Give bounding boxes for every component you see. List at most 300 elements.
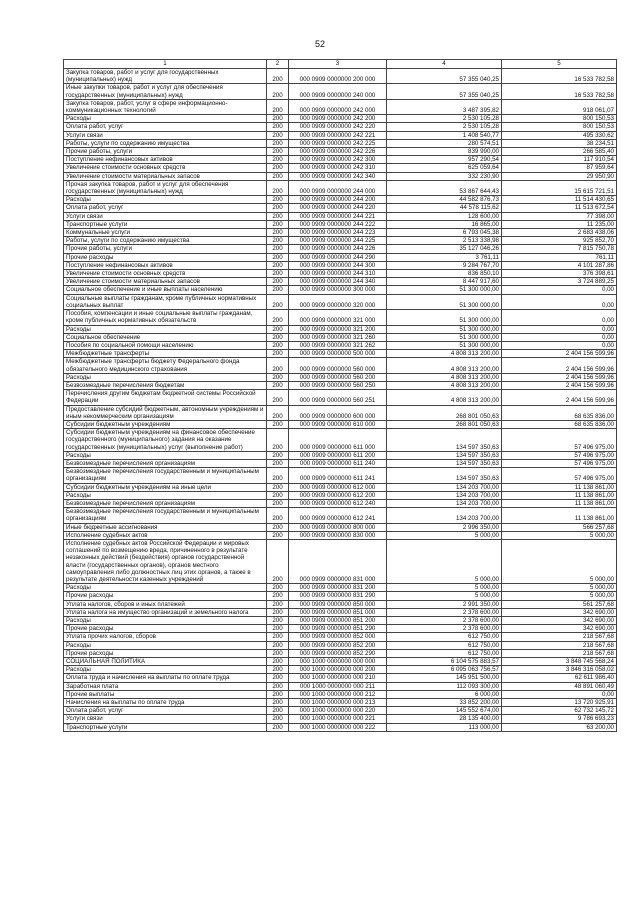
line-code: 200 (267, 278, 289, 286)
approved-amount: 4 808 313 200,00 (387, 358, 502, 373)
line-code: 200 (267, 286, 289, 294)
executed-amount: 57 496 975,00 (502, 429, 617, 452)
row-name: Межбюджетные трансферты (64, 350, 267, 358)
budget-code: 000 0909 0000000 242 226 (289, 148, 387, 156)
executed-amount: 62 732 145,72 (502, 707, 617, 715)
budget-code: 000 0909 0000000 244 340 (289, 278, 387, 286)
table-row (64, 483, 617, 491)
executed-amount: 376 398,61 (502, 270, 617, 278)
executed-amount: 2 404 156 599,96 (502, 350, 617, 358)
table-row (64, 584, 617, 592)
executed-amount: 11 514 430,65 (502, 196, 617, 204)
approved-amount: 268 801 050,63 (387, 420, 502, 428)
row-name: Прочие выплаты (64, 690, 267, 698)
line-code: 200 (267, 270, 289, 278)
line-code: 200 (267, 69, 289, 84)
approved-amount: 6 793 045,38 (387, 229, 502, 237)
row-name: Субсидии бюджетным учреждениям на иные цели (64, 483, 267, 491)
approved-amount: 9 284 767,70 (387, 261, 502, 269)
table-row (64, 592, 617, 600)
budget-code: 000 0909 0000000 244 222 (289, 220, 387, 228)
line-code: 200 (267, 229, 289, 237)
executed-amount: 918 061,07 (502, 99, 617, 114)
executed-amount: 2 404 156 599,96 (502, 358, 617, 373)
table-row (64, 641, 617, 649)
executed-amount: 11 138 861,00 (502, 483, 617, 491)
line-code: 200 (267, 633, 289, 641)
budget-code: 000 0909 0000000 610 000 (289, 420, 387, 428)
budget-code: 000 0909 0000000 242 200 (289, 115, 387, 123)
approved-amount: 128 600,00 (387, 212, 502, 220)
line-code: 200 (267, 625, 289, 633)
row-name: Субсидии бюджетным учреждениям на финансовое обеспечение государственного (муниципального) задания на оказание государственных (муниципальных) услуг (выполнение работ) (64, 429, 267, 452)
row-name: Расходы (64, 115, 267, 123)
executed-amount: 3 724 889,25 (502, 278, 617, 286)
table-row (64, 523, 617, 531)
line-code: 200 (267, 294, 289, 309)
budget-code: 000 0909 0000000 321 262 (289, 341, 387, 349)
row-name: Начисления на выплаты по оплате труда (64, 699, 267, 707)
budget-code: 000 0909 0000000 852 000 (289, 633, 387, 641)
column-number-1: 1 (64, 60, 267, 69)
row-name: Расходы (64, 196, 267, 204)
approved-amount: 134 203 700,00 (387, 508, 502, 523)
budget-code: 000 0909 0000000 321 200 (289, 325, 387, 333)
table-row (64, 123, 617, 131)
table-row (64, 617, 617, 625)
row-name: Прочие расходы (64, 625, 267, 633)
approved-amount: 51 300 000,00 (387, 294, 502, 309)
approved-amount: 145 951 500,00 (387, 674, 502, 682)
budget-code: 000 0909 0000000 600 000 (289, 405, 387, 420)
line-code: 200 (267, 172, 289, 180)
approved-amount: 51 300 000,00 (387, 286, 502, 294)
line-code: 200 (267, 131, 289, 139)
table-row (64, 682, 617, 690)
line-code: 200 (267, 523, 289, 531)
line-code: 200 (267, 261, 289, 269)
line-code: 200 (267, 237, 289, 245)
table-row (64, 699, 617, 707)
executed-amount: 218 567,68 (502, 633, 617, 641)
line-code: 200 (267, 682, 289, 690)
approved-amount: 51 300 000,00 (387, 325, 502, 333)
line-code: 200 (267, 341, 289, 349)
approved-amount: 4 808 313 200,00 (387, 390, 502, 405)
table-row (64, 405, 617, 420)
budget-code: 000 1000 0000000 000 221 (289, 715, 387, 723)
approved-amount: 6 104 575 883,57 (387, 658, 502, 666)
budget-code: 000 0909 0000000 830 000 (289, 531, 387, 539)
table-row (64, 310, 617, 325)
table-row (64, 373, 617, 381)
table-row (64, 707, 617, 715)
row-name: СОЦИАЛЬНАЯ ПОЛИТИКА (64, 658, 267, 666)
row-name: Услуги связи (64, 212, 267, 220)
budget-code: 000 0909 0000000 611 000 (289, 429, 387, 452)
row-name: Оплата работ, услуг (64, 707, 267, 715)
approved-amount: 134 597 350,63 (387, 468, 502, 483)
row-name: Уплата налогов, сборов и иных платежей (64, 600, 267, 608)
line-code: 200 (267, 333, 289, 341)
executed-amount: 11 138 861,00 (502, 491, 617, 499)
table-row (64, 139, 617, 147)
table-row (64, 204, 617, 212)
executed-amount: 0,00 (502, 690, 617, 698)
line-code: 200 (267, 99, 289, 114)
budget-code: 000 1000 0000000 000 210 (289, 674, 387, 682)
table-row (64, 531, 617, 539)
approved-amount: 16 865,00 (387, 220, 502, 228)
executed-amount: 57 496 975,00 (502, 451, 617, 459)
executed-amount: 29 950,90 (502, 172, 617, 180)
row-name: Исполнение судебных актов Российской Федерации и мировых соглашений по возмещению вреда, причиненного в результате незаконных действий (бездействия) органов государственной власти (государственных органов), органов местного самоуправления либо должностных лиц этих органов, а также в результате деятельности казенных учреждений (64, 539, 267, 583)
budget-code: 000 0909 0000000 850 000 (289, 600, 387, 608)
table-row (64, 625, 617, 633)
row-name: Социальное обеспечение (64, 333, 267, 341)
budget-code: 000 0909 0000000 612 200 (289, 491, 387, 499)
budget-code: 000 0909 0000000 244 290 (289, 253, 387, 261)
budget-code: 000 0909 0000000 242 340 (289, 172, 387, 180)
table-row (64, 270, 617, 278)
approved-amount: 134 203 700,00 (387, 491, 502, 499)
line-code: 200 (267, 373, 289, 381)
budget-code: 000 0909 0000000 500 000 (289, 350, 387, 358)
approved-amount: 5 000,00 (387, 592, 502, 600)
approved-amount: 2 378 600,00 (387, 608, 502, 616)
row-name: Исполнение судебных актов (64, 531, 267, 539)
budget-code: 000 0909 0000000 851 000 (289, 608, 387, 616)
line-code: 200 (267, 358, 289, 373)
row-name: Пособия, компенсации и иные социальные выплаты гражданам, кроме публичных нормативных обязательств (64, 310, 267, 325)
approved-amount: 2 530 105,28 (387, 123, 502, 131)
table-row (64, 690, 617, 698)
approved-amount: 2 378 600,00 (387, 625, 502, 633)
executed-amount: 117 910,54 (502, 156, 617, 164)
line-code: 200 (267, 245, 289, 253)
row-name: Субсидии бюджетным учреждениям (64, 420, 267, 428)
row-name: Прочие расходы (64, 253, 267, 261)
table-row (64, 333, 617, 341)
budget-code: 000 1000 0000000 000 000 (289, 658, 387, 666)
table-row (64, 429, 617, 452)
line-code: 200 (267, 723, 289, 731)
budget-code: 000 0909 0000000 831 200 (289, 584, 387, 592)
executed-amount: 0,00 (502, 333, 617, 341)
table-row (64, 212, 617, 220)
approved-amount: 113 000,00 (387, 723, 502, 731)
row-name: Прочие расходы (64, 649, 267, 657)
line-code: 200 (267, 608, 289, 616)
budget-code: 000 0909 0000000 611 241 (289, 468, 387, 483)
table-row (64, 539, 617, 583)
row-name: Уплата прочих налогов, сборов (64, 633, 267, 641)
line-code: 200 (267, 253, 289, 261)
row-name: Транспортные услуги (64, 723, 267, 731)
approved-amount: 2 530 105,28 (387, 115, 502, 123)
table-row (64, 172, 617, 180)
table-row (64, 350, 617, 358)
line-code: 200 (267, 468, 289, 483)
executed-amount: 63 200,00 (502, 723, 617, 731)
row-name: Увеличение стоимости основных средств (64, 164, 267, 172)
table-row (64, 156, 617, 164)
table-row (64, 84, 617, 99)
executed-amount: 342 690,00 (502, 617, 617, 625)
executed-amount: 13 720 925,91 (502, 699, 617, 707)
row-name: Иные закупки товаров, работ и услуг для обеспечения государственных (муниципальных) нужд (64, 84, 267, 99)
budget-code: 000 0909 0000000 612 240 (289, 499, 387, 507)
row-name: Увеличение стоимости основных средств (64, 270, 267, 278)
budget-code: 000 0909 0000000 242 000 (289, 99, 387, 114)
row-name: Поступление нефинансовых активов (64, 156, 267, 164)
row-name: Расходы (64, 584, 267, 592)
column-number-row (64, 60, 617, 69)
approved-amount: 612 750,00 (387, 641, 502, 649)
executed-amount: 15 615 721,51 (502, 180, 617, 195)
line-code: 200 (267, 204, 289, 212)
budget-code: 000 0909 0000000 851 200 (289, 617, 387, 625)
table-row (64, 245, 617, 253)
line-code: 200 (267, 325, 289, 333)
executed-amount: 800 150,53 (502, 115, 617, 123)
table-row (64, 674, 617, 682)
line-code: 200 (267, 115, 289, 123)
table-row (64, 180, 617, 195)
budget-code: 000 0909 0000000 851 290 (289, 625, 387, 633)
budget-code: 000 0909 0000000 611 240 (289, 459, 387, 467)
line-code: 200 (267, 220, 289, 228)
executed-amount: 342 690,00 (502, 608, 617, 616)
line-code: 200 (267, 715, 289, 723)
budget-code: 000 0909 0000000 244 221 (289, 212, 387, 220)
line-code: 200 (267, 405, 289, 420)
row-name: Услуги связи (64, 131, 267, 139)
table-row (64, 261, 617, 269)
approved-amount: 1 408 540,77 (387, 131, 502, 139)
budget-code: 000 0909 0000000 321 000 (289, 310, 387, 325)
row-name: Оплата работ, услуг (64, 123, 267, 131)
line-code: 200 (267, 123, 289, 131)
table-row (64, 220, 617, 228)
budget-code: 000 1000 0000000 000 220 (289, 707, 387, 715)
row-name: Услуги связи (64, 715, 267, 723)
line-code: 200 (267, 699, 289, 707)
row-name: Расходы (64, 641, 267, 649)
approved-amount: 612 750,00 (387, 633, 502, 641)
line-code: 200 (267, 148, 289, 156)
approved-amount: 57 355 040,25 (387, 84, 502, 99)
line-code: 200 (267, 310, 289, 325)
approved-amount: 6 000,00 (387, 690, 502, 698)
approved-amount: 3 487 395,82 (387, 99, 502, 114)
budget-code: 000 0909 0000000 560 000 (289, 358, 387, 373)
approved-amount: 44 578 115,62 (387, 204, 502, 212)
row-name: Безвозмездные перечисления бюджетам (64, 381, 267, 389)
budget-code: 000 0909 0000000 831 290 (289, 592, 387, 600)
line-code: 200 (267, 156, 289, 164)
line-code: 200 (267, 508, 289, 523)
executed-amount: 2 683 438,06 (502, 229, 617, 237)
row-name: Иные бюджетные ассигнования (64, 523, 267, 531)
executed-amount: 0,00 (502, 294, 617, 309)
line-code: 200 (267, 483, 289, 491)
row-name: Социальное обеспечение и иные выплаты населению (64, 286, 267, 294)
row-name: Расходы (64, 325, 267, 333)
table-row (64, 715, 617, 723)
line-code: 200 (267, 666, 289, 674)
budget-code: 000 0909 0000000 612 000 (289, 483, 387, 491)
budget-code: 000 0909 0000000 242 310 (289, 164, 387, 172)
executed-amount: 2 404 156 599,96 (502, 390, 617, 405)
table-row (64, 491, 617, 499)
table-row (64, 131, 617, 139)
budget-code: 000 0909 0000000 560 250 (289, 381, 387, 389)
table-row (64, 723, 617, 731)
row-name: Расходы (64, 373, 267, 381)
budget-code: 000 0909 0000000 244 200 (289, 196, 387, 204)
table-row (64, 666, 617, 674)
approved-amount: 134 597 350,63 (387, 459, 502, 467)
executed-amount: 2 404 156 599,96 (502, 381, 617, 389)
executed-amount: 57 496 975,00 (502, 468, 617, 483)
budget-code: 000 0909 0000000 560 251 (289, 390, 387, 405)
executed-amount: 0,00 (502, 286, 617, 294)
table-row (64, 325, 617, 333)
table-row (64, 294, 617, 309)
line-code: 200 (267, 196, 289, 204)
executed-amount: 761,11 (502, 253, 617, 261)
row-name: Работы, услуги по содержанию имущества (64, 237, 267, 245)
table-row (64, 164, 617, 172)
line-code: 200 (267, 690, 289, 698)
row-name: Расходы (64, 666, 267, 674)
row-name: Оплата труда и начисления на выплаты по оплате труда (64, 674, 267, 682)
line-code: 200 (267, 499, 289, 507)
budget-code: 000 0909 0000000 242 225 (289, 139, 387, 147)
table-row (64, 649, 617, 657)
row-name: Предоставление субсидий бюджетным, автономным учреждениям и иным некоммерческим организациям (64, 405, 267, 420)
approved-amount: 51 300 000,00 (387, 341, 502, 349)
table-row (64, 381, 617, 389)
approved-amount: 2 378 600,00 (387, 617, 502, 625)
executed-amount: 5 000,00 (502, 531, 617, 539)
executed-amount: 0,00 (502, 325, 617, 333)
approved-amount: 4 808 313 200,00 (387, 381, 502, 389)
approved-amount: 134 203 700,00 (387, 499, 502, 507)
row-name: Безвозмездные перечисления организациям (64, 499, 267, 507)
row-name: Прочие расходы (64, 592, 267, 600)
budget-code: 000 0909 0000000 560 200 (289, 373, 387, 381)
line-code: 200 (267, 649, 289, 657)
line-code: 200 (267, 592, 289, 600)
table-row (64, 633, 617, 641)
line-code: 200 (267, 451, 289, 459)
row-name: Закупка товаров, работ и услуг для государственных (муниципальных) нужд (64, 69, 267, 84)
column-number-2: 2 (267, 60, 289, 69)
table-row (64, 278, 617, 286)
line-code: 200 (267, 350, 289, 358)
executed-amount: 68 635 836,00 (502, 420, 617, 428)
executed-amount: 342 690,00 (502, 625, 617, 633)
row-name: Межбюджетные трансферты бюджету Федерального фонда обязательного медицинского страхования (64, 358, 267, 373)
table-row (64, 115, 617, 123)
table-row (64, 468, 617, 483)
executed-amount: 5 000,00 (502, 592, 617, 600)
approved-amount: 5 000,00 (387, 531, 502, 539)
line-code: 200 (267, 381, 289, 389)
line-code: 200 (267, 531, 289, 539)
approved-amount: 2 996 350,00 (387, 523, 502, 531)
executed-amount: 57 496 975,00 (502, 459, 617, 467)
row-name: Прочая закупка товаров, работ и услуг для обеспечения государственных (муниципальных) нужд (64, 180, 267, 195)
line-code: 200 (267, 84, 289, 99)
budget-code: 000 0909 0000000 200 000 (289, 69, 387, 84)
approved-amount: 836 850,10 (387, 270, 502, 278)
approved-amount: 28 135 400,00 (387, 715, 502, 723)
budget-code: 000 0909 0000000 611 200 (289, 451, 387, 459)
row-name: Закупка товаров, работ, услуг в сфере информационно-коммуникационных технологий (64, 99, 267, 114)
executed-amount: 7 815 750,78 (502, 245, 617, 253)
approved-amount: 5 000,00 (387, 584, 502, 592)
executed-amount: 16 533 782,58 (502, 84, 617, 99)
approved-amount: 145 552 674,00 (387, 707, 502, 715)
budget-code: 000 0909 0000000 852 200 (289, 641, 387, 649)
budget-code: 000 0909 0000000 240 000 (289, 84, 387, 99)
approved-amount: 5 000,00 (387, 539, 502, 583)
budget-code: 000 1000 0000000 000 222 (289, 723, 387, 731)
line-code: 200 (267, 658, 289, 666)
line-code: 200 (267, 641, 289, 649)
budget-code: 000 0909 0000000 321 260 (289, 333, 387, 341)
approved-amount: 134 597 350,63 (387, 429, 502, 452)
row-name: Безвозмездные перечисления государственным и муниципальным организациям (64, 468, 267, 483)
executed-amount: 566 257,68 (502, 523, 617, 531)
executed-amount: 11 138 861,00 (502, 499, 617, 507)
executed-amount: 3 848 745 568,24 (502, 658, 617, 666)
approved-amount: 4 808 313 200,00 (387, 350, 502, 358)
executed-amount: 218 567,68 (502, 641, 617, 649)
table-row (64, 459, 617, 467)
executed-amount: 218 567,68 (502, 649, 617, 657)
executed-amount: 3 846 316 058,02 (502, 666, 617, 674)
approved-amount: 957 290,54 (387, 156, 502, 164)
column-number-5: 5 (502, 60, 617, 69)
budget-code: 000 0909 0000000 852 290 (289, 649, 387, 657)
budget-code: 000 0909 0000000 800 000 (289, 523, 387, 531)
line-code: 200 (267, 139, 289, 147)
line-code: 200 (267, 600, 289, 608)
budget-code: 000 0909 0000000 242 300 (289, 156, 387, 164)
executed-amount: 11 513 672,54 (502, 204, 617, 212)
budget-code: 000 0909 0000000 244 223 (289, 229, 387, 237)
budget-code: 000 0909 0000000 831 000 (289, 539, 387, 583)
executed-amount: 48 891 060,49 (502, 682, 617, 690)
executed-amount: 77 398,00 (502, 212, 617, 220)
table-row (64, 237, 617, 245)
executed-amount: 800 150,53 (502, 123, 617, 131)
executed-amount: 68 635 836,00 (502, 405, 617, 420)
column-number-3: 3 (289, 60, 387, 69)
executed-amount: 11 235,00 (502, 220, 617, 228)
executed-amount: 561 257,68 (502, 600, 617, 608)
table-row (64, 341, 617, 349)
budget-code: 000 0909 0000000 320 000 (289, 294, 387, 309)
budget-code: 000 1000 0000000 000 200 (289, 666, 387, 674)
row-name: Работы, услуги по содержанию имущества (64, 139, 267, 147)
budget-code: 000 0909 0000000 244 300 (289, 261, 387, 269)
executed-amount: 38 234,51 (502, 139, 617, 147)
